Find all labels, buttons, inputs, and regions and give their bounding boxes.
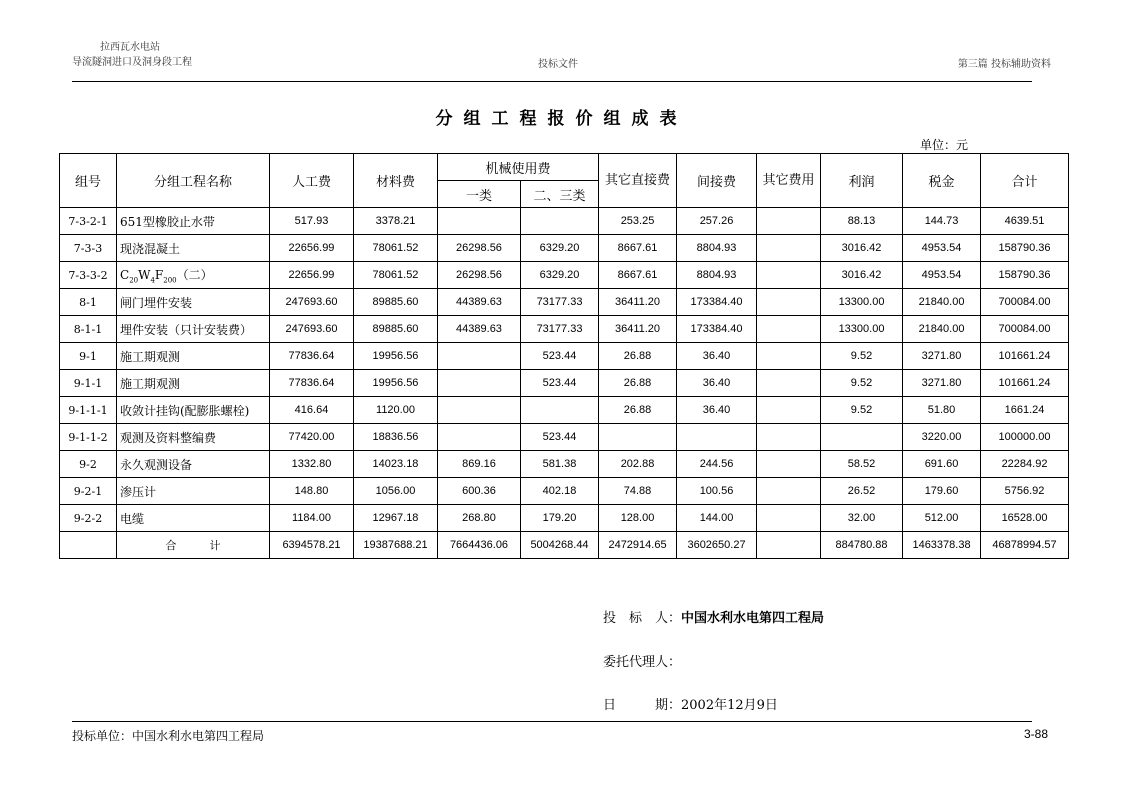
date-line [603, 694, 778, 713]
table-row [60, 424, 1069, 451]
cell-ind: 3602650.27 [677, 532, 757, 559]
row-name: 电缆 [117, 505, 270, 532]
cell-labor: 22656.99 [270, 235, 354, 262]
cell-of [757, 343, 821, 370]
table-row [60, 343, 1069, 370]
row-code [60, 532, 117, 559]
header-other-fee: 其它费用 [757, 154, 821, 208]
cell-profit: 26.52 [821, 478, 903, 505]
cell-of [757, 532, 821, 559]
cell-m2: 5004268.44 [521, 532, 599, 559]
header-total: 合计 [981, 154, 1069, 208]
cell-od: 26.88 [599, 397, 677, 424]
agent-label: 委托代理人： [603, 655, 682, 670]
cell-total: 158790.36 [981, 262, 1069, 289]
row-code: 9-1-1-1 [60, 397, 117, 424]
cell-m1: 268.80 [438, 505, 521, 532]
cell-total: 5756.92 [981, 478, 1069, 505]
cell-labor: 77420.00 [270, 424, 354, 451]
cell-ind: 36.40 [677, 397, 757, 424]
cell-tax: 3271.80 [903, 370, 981, 397]
cell-od [599, 424, 677, 451]
header-machine-class1: 一类 [438, 181, 521, 208]
cell-ind: 144.00 [677, 505, 757, 532]
grade-suffix: （二） [176, 267, 213, 282]
cell-profit: 3016.42 [821, 262, 903, 289]
cell-ind: 100.56 [677, 478, 757, 505]
grade-f: F [154, 267, 164, 282]
cell-profit: 13300.00 [821, 289, 903, 316]
cell-m1 [438, 397, 521, 424]
cell-tax: 21840.00 [903, 316, 981, 343]
cell-tax: 3220.00 [903, 424, 981, 451]
cell-m2: 523.44 [521, 424, 599, 451]
cell-total: 700084.00 [981, 316, 1069, 343]
cell-od: 36411.20 [599, 289, 677, 316]
row-code: 9-1 [60, 343, 117, 370]
cell-m1: 44389.63 [438, 289, 521, 316]
cell-ind: 173384.40 [677, 316, 757, 343]
cell-material: 1120.00 [354, 397, 438, 424]
cell-profit: 58.52 [821, 451, 903, 478]
page-title: 分组工程报价组成表 [435, 109, 688, 129]
cell-ind: 244.56 [677, 451, 757, 478]
cell-total: 46878994.57 [981, 532, 1069, 559]
cell-m1: 600.36 [438, 478, 521, 505]
cell-of [757, 235, 821, 262]
date-label: 日 期： [603, 698, 682, 713]
table-row [60, 370, 1069, 397]
cell-ind [677, 424, 757, 451]
cell-of [757, 289, 821, 316]
cell-material: 1056.00 [354, 478, 438, 505]
cell-of [757, 262, 821, 289]
cell-material: 18836.56 [354, 424, 438, 451]
bidder-line [603, 607, 824, 626]
row-code: 7-3-3-2 [60, 262, 117, 289]
cell-of [757, 208, 821, 235]
cell-tax: 4953.54 [903, 262, 981, 289]
cell-m1: 869.16 [438, 451, 521, 478]
header-divider [72, 81, 1032, 82]
cell-od: 202.88 [599, 451, 677, 478]
cell-profit: 9.52 [821, 397, 903, 424]
project-section: 导流隧洞进口及洞身段工程 [72, 57, 192, 68]
header-left [72, 40, 212, 70]
cell-m2: 402.18 [521, 478, 599, 505]
cell-total: 4639.51 [981, 208, 1069, 235]
cell-tax: 1463378.38 [903, 532, 981, 559]
header-tax: 税金 [903, 154, 981, 208]
cell-ind: 36.40 [677, 370, 757, 397]
table-row [60, 289, 1069, 316]
row-code: 9-1-1 [60, 370, 117, 397]
cell-material: 12967.18 [354, 505, 438, 532]
row-code: 8-1-1 [60, 316, 117, 343]
row-code: 9-2 [60, 451, 117, 478]
row-name: 闸门埋件安装 [117, 289, 270, 316]
cell-material: 3378.21 [354, 208, 438, 235]
cell-m2: 581.38 [521, 451, 599, 478]
cell-od: 8667.61 [599, 235, 677, 262]
row-name: 渗压计 [117, 478, 270, 505]
footer-bidder: 投标单位：中国水利水电第四工程局 [72, 729, 265, 743]
table-row [60, 397, 1069, 424]
cell-tax: 691.60 [903, 451, 981, 478]
cell-labor: 247693.60 [270, 289, 354, 316]
grade-c: C [120, 267, 130, 282]
cell-labor: 6394578.21 [270, 532, 354, 559]
header-group: 组号 [60, 154, 117, 208]
cell-m2 [521, 397, 599, 424]
cell-m2: 179.20 [521, 505, 599, 532]
cell-ind: 36.40 [677, 343, 757, 370]
cell-labor: 22656.99 [270, 262, 354, 289]
row-code: 9-1-1-2 [60, 424, 117, 451]
project-name: 拉西瓦水电站 [100, 42, 160, 53]
cell-m1: 26298.56 [438, 235, 521, 262]
cell-profit: 9.52 [821, 343, 903, 370]
cell-labor: 1332.80 [270, 451, 354, 478]
cell-tax: 21840.00 [903, 289, 981, 316]
cell-ind: 8804.93 [677, 235, 757, 262]
cell-ind: 8804.93 [677, 262, 757, 289]
row-name: 埋件安装（只计安装费） [117, 316, 270, 343]
cell-material: 89885.60 [354, 316, 438, 343]
cell-profit: 9.52 [821, 370, 903, 397]
cell-m2: 523.44 [521, 343, 599, 370]
row-code: 8-1 [60, 289, 117, 316]
cell-material: 14023.18 [354, 451, 438, 478]
cell-labor: 247693.60 [270, 316, 354, 343]
cell-labor: 416.64 [270, 397, 354, 424]
table-row [60, 235, 1069, 262]
header-center: 投标文件 [538, 59, 578, 70]
table-row [60, 478, 1069, 505]
cell-material: 19956.56 [354, 343, 438, 370]
cell-tax: 51.80 [903, 397, 981, 424]
cell-tax: 179.60 [903, 478, 981, 505]
cell-of [757, 397, 821, 424]
table-row [60, 451, 1069, 478]
cell-total: 101661.24 [981, 343, 1069, 370]
table-row [60, 316, 1069, 343]
cell-od: 253.25 [599, 208, 677, 235]
cell-od: 128.00 [599, 505, 677, 532]
cell-tax: 144.73 [903, 208, 981, 235]
cell-labor: 1184.00 [270, 505, 354, 532]
cell-profit: 13300.00 [821, 316, 903, 343]
cell-total: 16528.00 [981, 505, 1069, 532]
cell-of [757, 316, 821, 343]
cell-labor: 148.80 [270, 478, 354, 505]
cell-total: 1661.24 [981, 397, 1069, 424]
grade-c-sub: 20 [129, 276, 139, 285]
cell-od: 26.88 [599, 370, 677, 397]
grade-w-sub: 4 [150, 276, 155, 285]
header-right: 第三篇 投标辅助资料 [957, 59, 1051, 70]
cell-m1 [438, 370, 521, 397]
cell-of [757, 424, 821, 451]
cell-od: 8667.61 [599, 262, 677, 289]
cell-m1: 44389.63 [438, 316, 521, 343]
cell-profit: 32.00 [821, 505, 903, 532]
cell-od: 26.88 [599, 343, 677, 370]
row-name: 合 计 [117, 532, 270, 559]
cell-of [757, 505, 821, 532]
bidder-label: 投 标 人： [603, 611, 682, 626]
quote-table [59, 153, 1069, 559]
cell-total: 158790.36 [981, 235, 1069, 262]
header-indirect: 间接费 [677, 154, 757, 208]
header-profit: 利润 [821, 154, 903, 208]
cell-tax: 3271.80 [903, 343, 981, 370]
cell-tax: 512.00 [903, 505, 981, 532]
cell-od: 2472914.65 [599, 532, 677, 559]
cell-m2: 73177.33 [521, 289, 599, 316]
row-name: 观测及资料整编费 [117, 424, 270, 451]
cell-total: 22284.92 [981, 451, 1069, 478]
cell-total: 700084.00 [981, 289, 1069, 316]
cell-material: 19956.56 [354, 370, 438, 397]
cell-labor: 517.93 [270, 208, 354, 235]
cell-m2: 73177.33 [521, 316, 599, 343]
agent-line [603, 651, 681, 670]
cell-m2 [521, 208, 599, 235]
cell-ind: 257.26 [677, 208, 757, 235]
cell-of [757, 370, 821, 397]
cell-labor: 77836.64 [270, 370, 354, 397]
row-code: 9-2-1 [60, 478, 117, 505]
cell-tax: 4953.54 [903, 235, 981, 262]
cell-total: 100000.00 [981, 424, 1069, 451]
cell-m1 [438, 343, 521, 370]
header-material: 材料费 [354, 154, 438, 208]
cell-total: 101661.24 [981, 370, 1069, 397]
bidder-value: 中国水利水电第四工程局 [681, 611, 825, 626]
unit-label: 单位：元 [920, 138, 969, 152]
cell-profit: 884780.88 [821, 532, 903, 559]
grade-w: W [138, 267, 151, 282]
date-value: 2002年12月9日 [681, 698, 778, 713]
cell-od: 74.88 [599, 478, 677, 505]
cell-labor: 77836.64 [270, 343, 354, 370]
row-name: 施工期观测 [117, 370, 270, 397]
row-name: 651型橡胶止水带 [117, 208, 270, 235]
row-name: 收敛计挂钩(配膨胀螺栓) [117, 397, 270, 424]
row-name [117, 262, 270, 289]
cell-material: 78061.52 [354, 262, 438, 289]
cell-m1 [438, 208, 521, 235]
cell-profit: 88.13 [821, 208, 903, 235]
cell-m1: 7664436.06 [438, 532, 521, 559]
page-number: 3-88 [1023, 727, 1048, 741]
cell-profit [821, 424, 903, 451]
header-other-direct: 其它直接费 [599, 154, 677, 208]
footer-divider [72, 721, 1032, 722]
row-name: 永久观测设备 [117, 451, 270, 478]
cell-m2: 6329.20 [521, 235, 599, 262]
row-name: 现浇混凝土 [117, 235, 270, 262]
table-row [60, 262, 1069, 289]
cell-m1: 26298.56 [438, 262, 521, 289]
table-row [60, 208, 1069, 235]
header-name: 分组工程名称 [117, 154, 270, 208]
cell-material: 78061.52 [354, 235, 438, 262]
cell-m1 [438, 424, 521, 451]
cell-material: 19387688.21 [354, 532, 438, 559]
row-name: 施工期观测 [117, 343, 270, 370]
row-code: 7-3-2-1 [60, 208, 117, 235]
cell-ind: 173384.40 [677, 289, 757, 316]
cell-m2: 523.44 [521, 370, 599, 397]
table-row [60, 532, 1069, 559]
header-machine-class23: 二、三类 [521, 181, 599, 208]
table-row [60, 505, 1069, 532]
row-code: 9-2-2 [60, 505, 117, 532]
cell-of [757, 451, 821, 478]
cell-od: 36411.20 [599, 316, 677, 343]
cell-material: 89885.60 [354, 289, 438, 316]
header-machine: 机械使用费 [438, 154, 599, 181]
cell-of [757, 478, 821, 505]
header-labor: 人工费 [270, 154, 354, 208]
cell-profit: 3016.42 [821, 235, 903, 262]
grade-f-sub: 200 [163, 276, 177, 285]
cell-m2: 6329.20 [521, 262, 599, 289]
row-code: 7-3-3 [60, 235, 117, 262]
